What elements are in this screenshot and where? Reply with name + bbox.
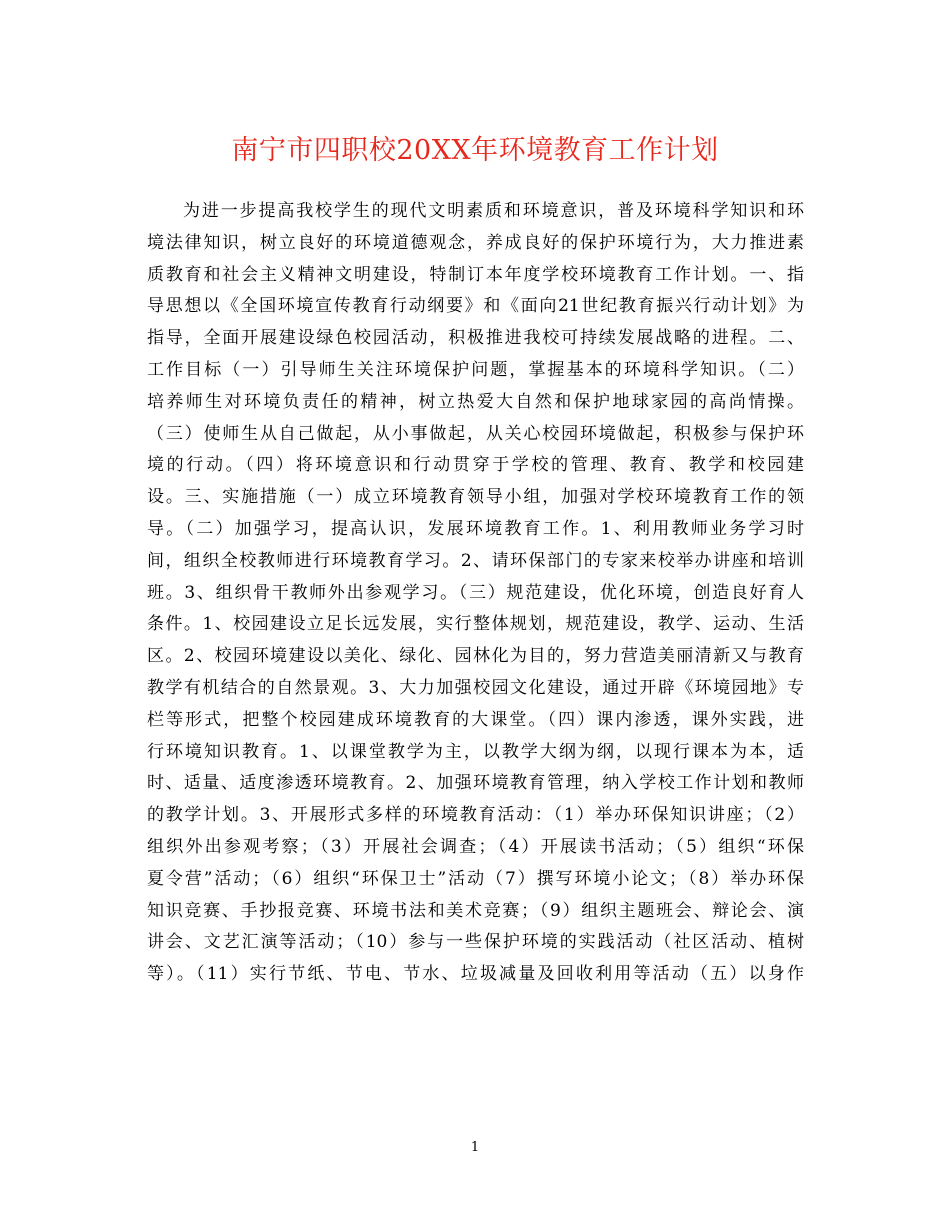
body-line: 时、适量、适度渗透环境教育。2、加强环境教育管理，纳入学校工作计划和教师	[147, 773, 804, 794]
body-line: 区。2、校园环境建设以美化、绿化、园林化为目的，努力营造美丽清新又与教育	[147, 646, 804, 667]
body-line: 知识竞赛、手抄报竞赛、环境书法和美术竞赛；（9）组织主题班会、辩论会、演	[147, 900, 804, 921]
body-line: 培养师生对环境负责任的精神，树立热爱大自然和保护地球家园的高尚情操。	[147, 391, 804, 412]
body-line: 条件。1、校园建设立足长远发展，实行整体规划，规范建设，教学、运动、生活	[147, 614, 804, 635]
document-body	[147, 196, 804, 985]
page-number: 1	[470, 1140, 480, 1155]
body-line: 的教学计划。3、开展形式多样的环境教育活动：（1）举办环保知识讲座；（2）	[147, 805, 804, 826]
body-line: 质教育和社会主义精神文明建设，特制订本年度学校环境教育工作计划。一、指	[147, 264, 804, 285]
body-line: 设。三、实施措施（一）成立环境教育领导小组，加强对学校环境教育工作的领	[147, 487, 804, 508]
body-line: 等）。（11）实行节纸、节电、节水、垃圾减量及回收利用等活动（五）以身作	[147, 964, 804, 985]
body-line: 为进一步提高我校学生的现代文明素质和环境意识，普及环境科学知识和环	[183, 201, 804, 221]
body-line: 工作目标（一）引导师生关注环境保护问题，掌握基本的环境科学知识。（二）	[147, 359, 804, 380]
body-line: 境的行动。（四）将环境意识和行动贯穿于学校的管理、教育、教学和校园建	[147, 455, 804, 476]
body-line: 间，组织全校教师进行环境教育学习。2、请环保部门的专家来校举办讲座和培训	[147, 550, 804, 571]
body-line: 导。（二）加强学习，提高认识，发展环境教育工作。1、利用教师业务学习时	[147, 518, 804, 539]
body-line: 讲会、文艺汇演等活动；（10）参与一些保护环境的实践活动（社区活动、植树	[147, 932, 804, 953]
document-title: 南宁市四职校20XX年环境教育工作计划	[231, 135, 719, 166]
body-line: 导思想以《全国环境宣传教育行动纲要》和《面向21世纪教育振兴行动计划》为	[147, 296, 804, 317]
body-line: 组织外出参观考察；（3）开展社会调查；（4）开展读书活动；（5）组织“环保	[147, 836, 804, 857]
body-line: （三）使师生从自己做起，从小事做起，从关心校园环境做起，积极参与保护环	[147, 423, 804, 444]
body-line: 境法律知识，树立良好的环境道德观念，养成良好的保护环境行为，大力推进素	[147, 232, 804, 253]
body-line: 栏等形式，把整个校园建成环境教育的大课堂。（四）课内渗透，课外实践，进	[147, 709, 804, 730]
body-line: 行环境知识教育。1、以课堂教学为主，以教学大纲为纲，以现行课本为本，适	[147, 741, 804, 762]
body-line: 教学有机结合的自然景观。3、大力加强校园文化建设，通过开辟《环境园地》专	[147, 677, 804, 698]
body-line: 夏令营”活动；（6）组织“环保卫士”活动（7）撰写环境小论文；（8）举办环保	[147, 868, 804, 889]
body-line: 指导，全面开展建设绿色校园活动，积极推进我校可持续发展战略的进程。二、	[147, 328, 804, 349]
body-line: 班。3、组织骨干教师外出参观学习。（三）规范建设，优化环境，创造良好育人	[147, 582, 804, 603]
